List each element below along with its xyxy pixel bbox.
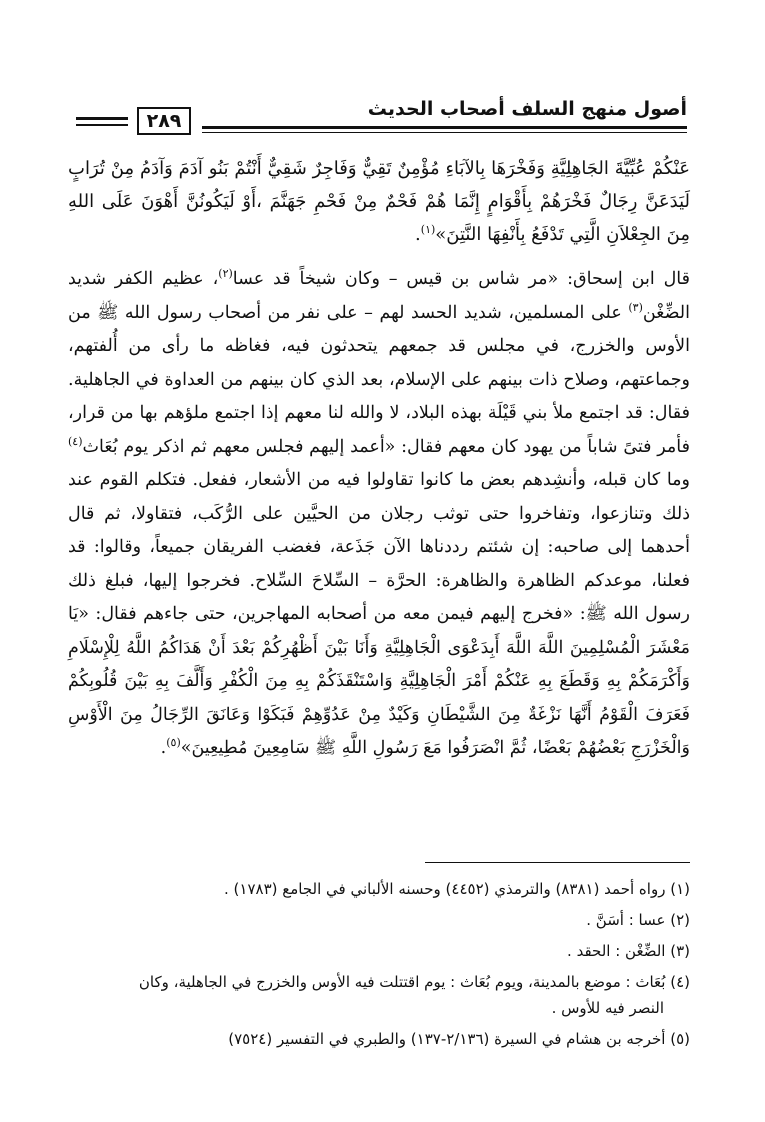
header-rule-right (202, 126, 687, 129)
page-number: ٢٨٩ (137, 107, 191, 135)
footnote-5: (٥) أخرجه بن هشام في السيرة (٢/١٣٦-١٣٧) والطبري في التفسير (٧٥٢٤) (228, 1030, 690, 1048)
header-rule-right-thin (202, 132, 687, 133)
footnote-marker-2: (٢) (218, 267, 233, 281)
footnote-marker-4: (٤) (68, 434, 83, 448)
narrative-text-2: ، عظيم الكفر شديد الضِّغْن (68, 269, 690, 323)
footnote-2: (٢) عسا : أسَنَّ . (586, 911, 690, 929)
hadith-paragraph: عَنْكُمْ عُبِّيَّةَ الجَاهِلِيَّةِ وَفَخْرَهَا بِالآبَاءِ مُؤْمِنٌ تَقِيٌّ وَفَاجِرٌ شَقِيٌّ أَنْتُمْ بَنُو آدَمَ وَآدَمُ مِنْ تُرَابٍ لَيَدَعَنَّ رِجَالٌ فَخْرَهُمْ بِأَقْوَامٍ إِنَّمَا هُمْ فَحْمٌ مِنْ فَحْمِ جَهَنَّمَ ،أَوْ لَيَكُونُنَّ أَهْوَنَ عَلَى اللهِ مِنَ الجِعْلاَنِ الَّتِي تَدْفَعُ بِأَنْفِهَا النَّتِنَ»$^{(١)}$. (68, 158, 690, 245)
main-text (68, 152, 690, 766)
header-rule-left-thin (76, 124, 128, 126)
narrative-text-3: على المسلمين، شديد الحسد لهم – على نفر من أصحاب رسول الله ﷺ من الأوس والخزرج، في مجلس قد جمعهم يتحدثون فيه، فغاظه ما رأى من أُلفتهم، وجماعتهم، وصلاح ذات بينهم على الإسلام، بعد الذي كان بينهم من العداوة في الجاهلية. فقال: قد اجتمع ملأ بني قَيْلَة بهذه البلاد، لا والله لنا معهم إذا اجتمع ملؤهم بها من قرار، فأمر فتىً شاباً من يهود كان معهم فقال: «أعمد إليهم فجلس معهم ثم اذكر يوم بُعَاث (68, 302, 690, 457)
header-rule-left (76, 117, 128, 120)
footnote-3: (٣) الضِّغْن : الحقد . (567, 942, 690, 960)
footnote-marker-5: (٥) (166, 736, 181, 750)
footnote-4-continued: النصر فيه للأوس . (551, 999, 664, 1017)
footnotes (68, 876, 690, 1057)
narrative-text-4: وما كان قبله، وأنشِدهم بعض ما كانوا تقاولوا فيه من الأشعار، ففعل. فتكلم القوم عند ذلك وتنازعوا، وتفاخروا حتى توثب رجلان من الحيَّين على الرُّكَب، فتقاولا، ثم قال أحدهما إلى صاحبه: إن شئتم رددناها الآن جَذَعة، فغضب الفريقان جميعاً، وقالوا: قد فعلنا، موعدكم الظاهرة والظاهرة: الحرَّة – السِّلاحَ السِّلاح. فخرجوا إليها، فبلغ ذلك رسول الله ﷺ: «فخرج إليهم فيمن معه من أصحابه المهاجرين، حتى جاءهم فقال: «يَا مَعْشَرَ الْمُسْلِمِينَ اللَّهَ اللَّهَ أَبِدَعْوَى الْجَاهِلِيَّةِ وَأَنَا بَيْنَ أَظْهُرِكُمْ بَعْدَ أَنْ هَدَاكُمُ اللَّهُ لِلْإِسْلَامِ وَأَكْرَمَكُمْ بِهِ وَقَطَعَ بِهِ عَنْكُمْ أَمْرَ الْجَاهِلِيَّةِ وَاسْتَنْقَذَكُمْ بِهِ مِنَ الْكُفْرِ وَأَلَّفَ بِهِ بَيْنَ قُلُوبِكُمْ فَعَرَفَ الْقَوْمُ أَنَّهَا نَزْغَةٌ مِنَ الشَّيْطَانِ وَكَيْدٌ مِنْ عَدُوِّهِمْ فَبَكَوْا وَعَانَقَ الرِّجَالُ مِنَ الْأَوْسِ وَالْخَزْرَجِ بَعْضُهُمْ بَعْضًا، ثُمَّ انْصَرَفُوا مَعَ رَسُولِ اللَّهِ ﷺ سَامِعِينَ مُطِيعِينَ» (68, 470, 690, 758)
running-title: أصول منهج السلف أصحاب الحديث (367, 98, 687, 120)
footnote-separator (425, 862, 690, 863)
narrative-paragraph (68, 263, 690, 766)
narrative-text-1: قال ابن إسحاق: «مر شاس بن قيس – وكان شيخاً قد عسا (232, 269, 690, 289)
footnote-marker-3: (٣) (628, 300, 643, 314)
footnote-4: (٤) بُعَاث : موضع بالمدينة، ويوم بُعَاث : يوم اقتتلت فيه الأوس والخزرج في الجاهلية، وكان (138, 973, 690, 991)
footnote-1: (١) رواه أحمد (٨٣٨١) والترمذي (٤٤٥٢) وحسنه الألباني في الجامع (١٧٨٣) . (224, 880, 690, 898)
narrative-end: . (160, 738, 167, 758)
footnote-marker-1: (١) (420, 223, 436, 236)
hadith-text: عَنْكُمْ عُبِّيَّةَ الجَاهِلِيَّةِ وَفَخْرَهَا بِالآبَاءِ مُؤْمِنٌ تَقِيٌّ وَفَاجِرٌ شَقِيٌّ أَنْتُمْ بَنُو آدَمَ وَآدَمُ مِنْ تُرَابٍ لَيَدَعَنَّ رِجَالٌ فَخْرَهُمْ بِأَقْوَامٍ إِنَّمَا هُمْ فَحْمٌ مِنْ فَحْمِ جَهَنَّمَ ،أَوْ لَيَكُونُنَّ أَهْوَنَ عَلَى اللهِ مِنَ الجِعْلاَنِ الَّتِي تَدْفَعُ بِأَنْفِهَا النَّتِنَ» (68, 158, 690, 245)
